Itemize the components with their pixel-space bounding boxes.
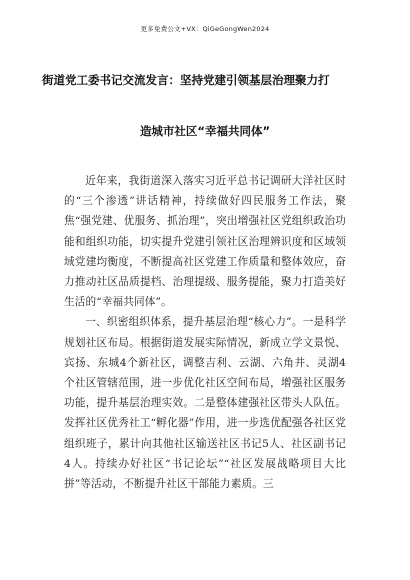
paragraph-section-1: 一、织密组织体系，提升基层治理“核心力”。一是科学规划社区布局。根据街道发展实际情况，新成立学文景悦、宾扬、东城4个新社区，调整吉利、云湖、六角井、灵湖4个社区管辖范围，进一步优化社区空间布局，增强社区服务功能，提升基层治理实效。二是整体建强社区带头人队伍。发挥社区优秀社工“孵化器”作用，进一步选优配强各社区党组织班子，累计向其他社区输送社区书记5人、社区副书记4人。持续办好社区“书记论坛”“社区发展战略项目大比拼”等活动，不断提升社区干部能力素质。三 — [64, 316, 346, 491]
document-title-line-2: 造城市社区“幸福共同体” — [139, 124, 271, 138]
document-body — [64, 171, 346, 494]
document-title-line-1: 街道党工委书记交流发言：坚持党建引领基层治理聚力打 — [42, 73, 330, 87]
paragraph-intro: 近年来，我街道深入落实习近平总书记调研大洋社区时的“三个渗透”讲话精神，持续做好四民服务工作法，聚焦“强党建、优服务、抓治理”，突出增强社区党组织政治功能和组织功能，切实提升党建引领社区治理辨识度和区域领域党建均衡度，不断提高社区党建工作质量和整体效应，奋力推动社区品质提档、治理提级、服务提能，聚力打造美好生活的“幸福共同体”。 — [64, 175, 346, 309]
header-note: 更多免费公文+VX：QiGeGongWen2024 — [140, 25, 270, 33]
